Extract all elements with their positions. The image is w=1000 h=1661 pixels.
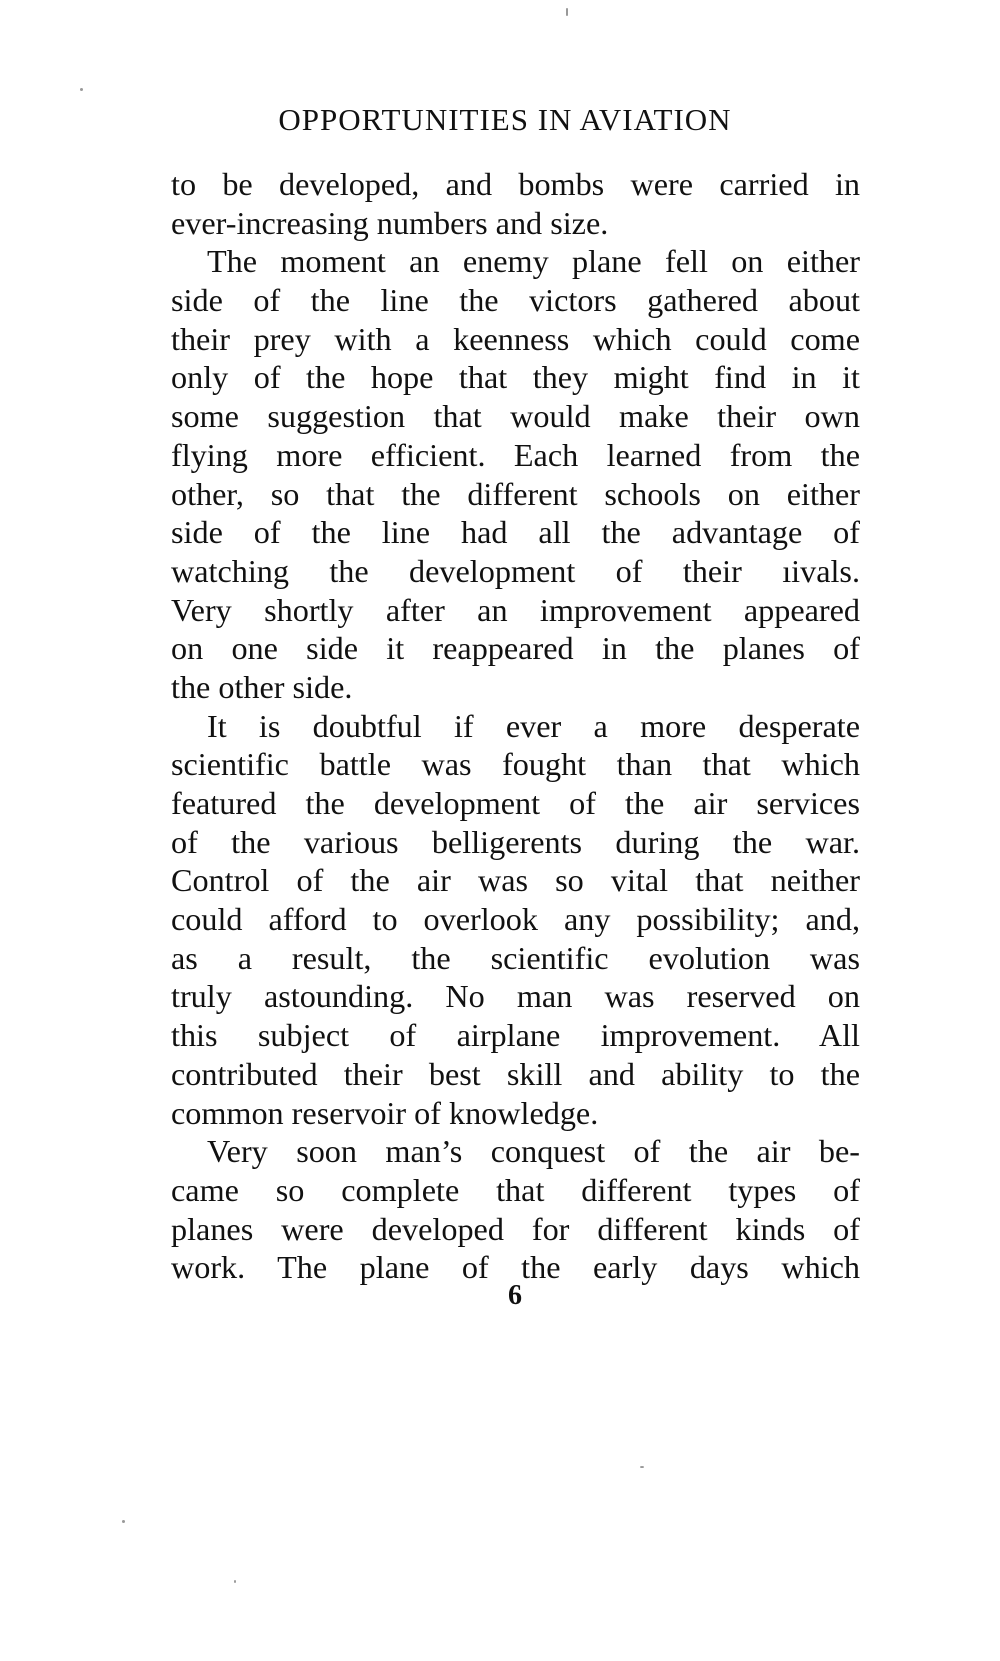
text-line: only of the hope that they might find in it	[171, 359, 860, 396]
text-line: to be developed, and bombs were carried in	[171, 166, 860, 202]
text-line: scientific battle was fought than that which	[171, 746, 860, 783]
text-line: featured the development of the air services	[171, 785, 860, 821]
text-line: this subject of airplane improvement. All	[171, 1017, 860, 1054]
text-line: side of the line had all the advantage of	[171, 514, 860, 551]
scan-speck	[566, 8, 568, 16]
running-head: OPPORTUNITIES IN AVIATION	[278, 102, 732, 137]
text-line: ever-increasing numbers and size.	[171, 204, 609, 241]
scan-speck	[80, 88, 83, 91]
text-line: came so complete that different types of	[171, 1171, 860, 1208]
text-line: flying more efficient. Each learned from the	[171, 436, 860, 473]
scan-speck	[640, 1466, 644, 1468]
text-line: their prey with a keenness which could come	[171, 320, 860, 357]
text-line: could afford to overlook any possibility; and,	[171, 901, 860, 938]
page-number: 6	[508, 1280, 522, 1311]
text-line: side of the line the victors gathered about	[171, 282, 860, 319]
text-line: The moment an enemy plane fell on either	[207, 243, 860, 280]
text-line: as a result, the scientific evolution was	[171, 939, 860, 976]
text-line: Very shortly after an improvement appeared	[171, 591, 860, 628]
body-text	[171, 165, 860, 1287]
text-line: the other side.	[171, 668, 353, 705]
text-line: other, so that the different schools on either	[171, 475, 860, 512]
text-line: of the various belligerents during the war.	[171, 823, 860, 860]
text-line: work. The plane of the early days which	[171, 1249, 860, 1286]
text-line: planes were developed for different kinds of	[171, 1210, 860, 1247]
text-line: some suggestion that would make their own	[171, 398, 860, 435]
text-line: It is doubtful if ever a more desperate	[207, 707, 860, 744]
scan-speck	[122, 1520, 125, 1523]
text-line: Control of the air was so vital that neither	[171, 862, 860, 899]
scan-speck	[234, 1580, 236, 1583]
text-line: on one side it reappeared in the planes of	[171, 630, 860, 667]
text-line: common reservoir of knowledge.	[171, 1094, 599, 1131]
text-line: contributed their best skill and ability to the	[171, 1055, 860, 1092]
text-line: truly astounding. No man was reserved on	[171, 978, 860, 1015]
text-line: Very soon man’s conquest of the air be-	[207, 1133, 860, 1170]
text-line: watching the development of their ıivals.	[171, 552, 860, 589]
